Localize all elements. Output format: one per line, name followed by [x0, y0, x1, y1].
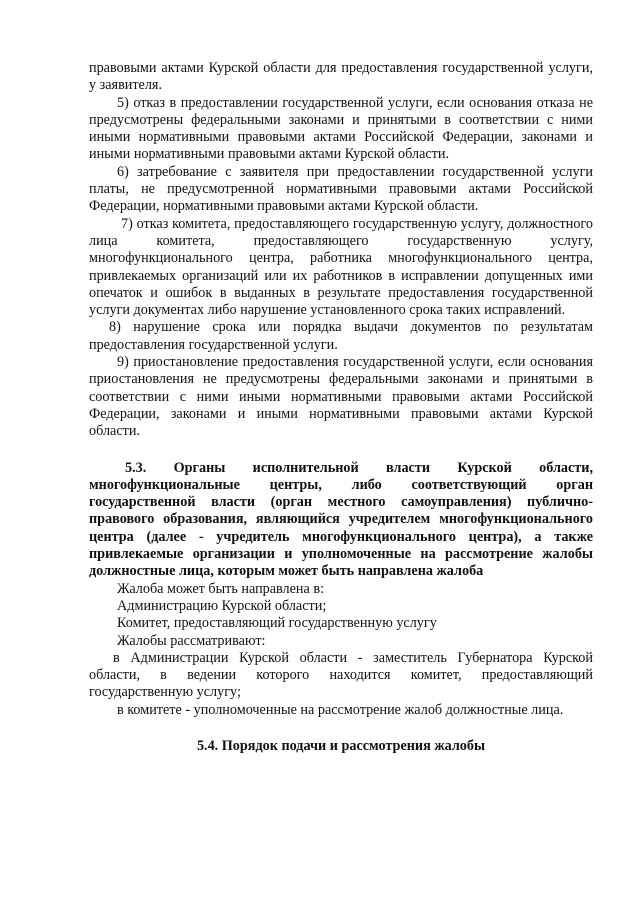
paragraph-item-5: 5) отказ в предоставлении государственной услуги, если основания отказа не предусмотрены федеральными законами и принятыми в соответствии с ними иными нормативными правовыми актами Российской Федерации, законами и иными нормативными правовыми актами Курской области. — [89, 94, 593, 163]
section-5-3-line-6: в комитете - уполномоченные на рассмотрение жалоб должностные лица. — [117, 701, 564, 718]
section-spacer — [89, 441, 593, 460]
document-page — [89, 60, 593, 755]
paragraph-continuation: правовыми актами Курской области для предоставления государственной услуги, у заявителя. — [89, 60, 593, 94]
section-5-3-line-3: Комитет, предоставляющий государственную услугу — [117, 615, 437, 632]
section-5-3-line-5: в Администрации Курской области - заместитель Губернатора Курской области, в ведении которого находится комитет, предоставляющий государственную услугу; — [89, 649, 593, 701]
paragraph-item-9: 9) приостановление предоставления государственной услуги, если основания приостановления не предусмотрены федеральными законами и принятыми в соответствии с ними иными нормативными правовыми актами Российской Федерации, законами и иными нормативными правовыми актами Курской области. — [89, 354, 593, 440]
section-5-3-line-4: Жалобы рассматривают: — [117, 632, 266, 649]
section-5-4-heading: 5.4. Порядок подачи и рассмотрения жалобы — [196, 737, 486, 754]
section-5-3-heading: 5.3. Органы исполнительной власти Курской области, многофункциональные центры, либо соответствующий орган государственной власти (орган местного самоуправления) публично-правового образования, являющийся учредителем многофункционального центра (далее - учредитель многофункционального центра), а также привлекаемые организации и уполномоченные на рассмотрение жалобы должностные лица, которым может быть направлена жалоба — [89, 459, 593, 580]
section-5-3-line-1: Жалоба может быть направлена в: — [117, 580, 325, 597]
section-spacer — [89, 719, 593, 738]
section-5-3-line-2: Администрацию Курской области; — [117, 597, 327, 614]
paragraph-item-6: 6) затребование с заявителя при предоставлении государственной услуги платы, не предусмотренной нормативными правовыми актами Российской Федерации, нормативными правовыми актами Курской области. — [89, 163, 593, 215]
paragraph-item-8: 8) нарушение срока или порядка выдачи документов по результатам предоставления государственной услуги. — [89, 319, 593, 353]
paragraph-item-7: 7) отказ комитета, предоставляющего государственную услугу, должностного лица комитета, предоставляющего государственную услугу, многофункционального центра, работника многофункционального центра, привлекаемых организаций или их работников в исправлении допущенных ими опечаток и ошибок в выданных в результате предоставления государственной услуги документах либо нарушение установленного срока таких исправлений. — [89, 215, 593, 319]
